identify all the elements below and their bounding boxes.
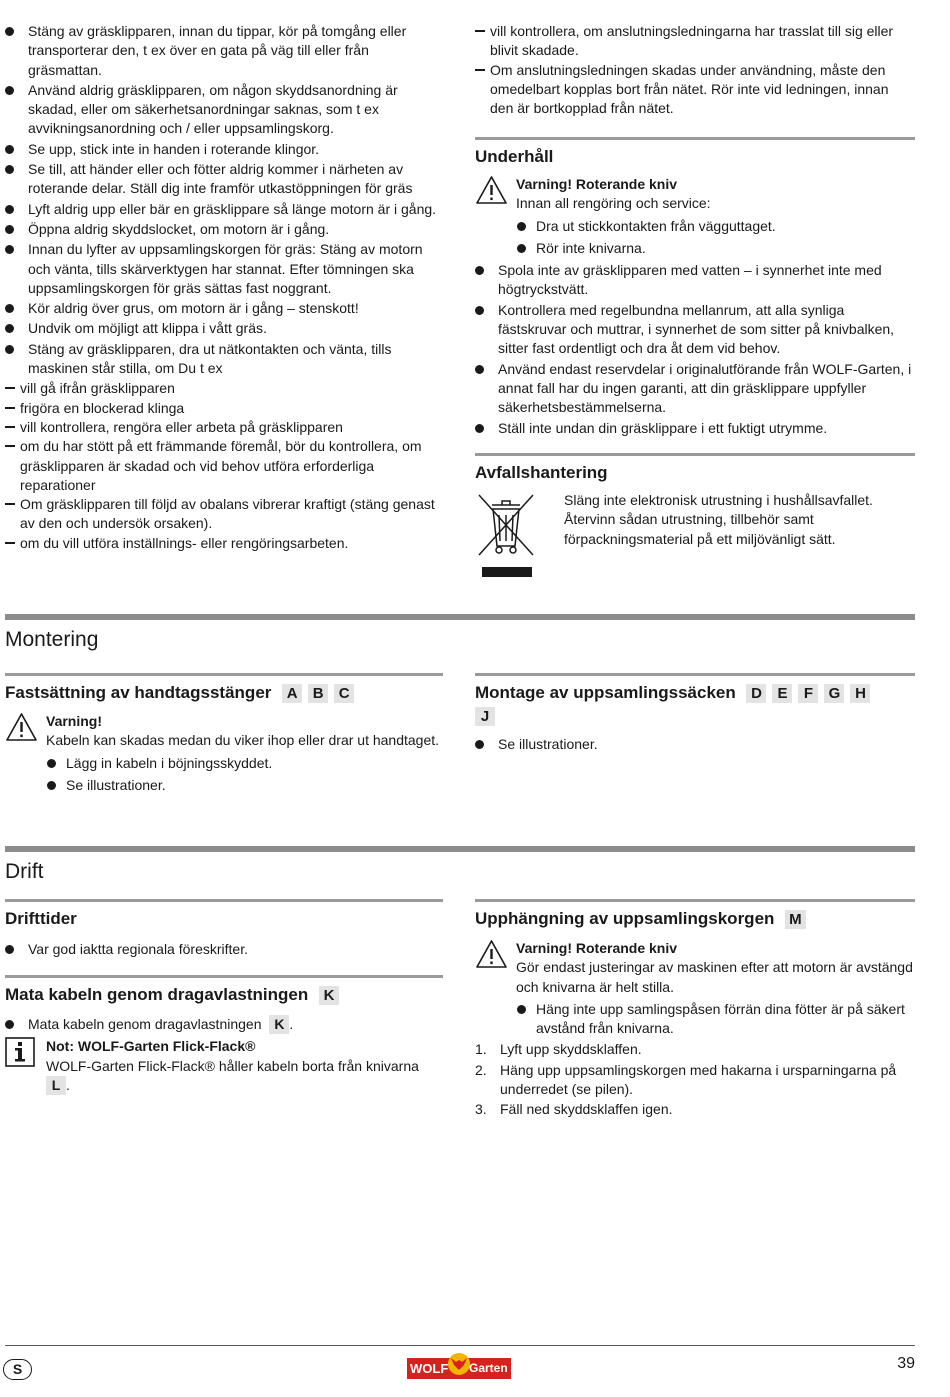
note-text-body: WOLF-Garten Flick-Flack® håller kabeln borta från knivarna — [46, 1057, 419, 1074]
list-item: Kontrollera med regelbundna mellanrum, att alla synliga fästskruvar och muttrar, i synnerhet de som sitter på knivbalken, sitter fast ordentligt och dra åt dem vid behov. — [475, 301, 915, 359]
warning-title: Varning! Roterande kniv — [516, 940, 678, 956]
avfall-heading: Avfallshantering — [475, 463, 608, 482]
warning-bullet: Häng inte upp samlingspåsen förrän dina fötter är på säkert avstånd från knivarna. — [516, 1000, 915, 1039]
list-item: Lyft aldrig upp eller bär en gräsklippare så länge motorn är i gång. — [5, 200, 443, 219]
note-title: Not: WOLF-Garten Flick-Flack® — [46, 1038, 256, 1055]
dash-item: vill kontrollera, om anslutningsledningarna har trasslat till sig eller blivit skadade. — [475, 22, 915, 61]
list-item: Se upp, stick inte in handen i roterande klingor. — [5, 140, 443, 159]
avfall-section — [475, 453, 915, 586]
warning-bullet: Dra ut stickkontakten från vägguttaget. — [516, 217, 915, 236]
list-item: Använd endast reservdelar i originalutförande från WOLF-Garten, i annat fall har du ingen garanti, att din gräsklippare uppfyller säkerhetsbestämmelserna. — [475, 360, 915, 418]
figure-tag-e: E — [772, 684, 792, 703]
montering-title: Montering — [5, 628, 99, 651]
dash-item: om du vill utföra inställnings- eller rengöringsarbeten. — [5, 534, 443, 553]
figure-tag-a: A — [282, 684, 302, 703]
underhall-heading: Underhåll — [475, 147, 554, 166]
list-item: Se illustrationer. — [475, 735, 915, 754]
kabel-heading — [5, 983, 443, 1007]
warning-text: Kabeln kan skadas medan du viker ihop eller drar ut handtaget. — [46, 732, 440, 749]
wolf-garten-logo — [407, 1352, 511, 1380]
dash-item: Om anslutningsledningen skadas under användning, måste den omedelbart kopplas bort från nätet. Rör inte vid ledningen, innan den är bortkopplad från nätet. — [475, 61, 915, 119]
list-item: Använd aldrig gräsklipparen, om någon skyddsanordning är skadad, eller om säkerhetsanordningar saknas, som t ex avvikningsanordning och / eller uppsamlingskorg. — [5, 81, 443, 139]
dash-item: Om gräsklipparen till följd av obalans vibrerar kraftigt (stäng genast av den och undersök orsaken). — [5, 495, 443, 534]
logo-text-right: Garten — [469, 1361, 508, 1375]
list-item: Mata kabeln genom dragavlastningen K . — [5, 1015, 443, 1034]
step-number: 2. — [475, 1061, 487, 1078]
figure-tag-b: B — [308, 684, 328, 703]
drifttider-heading: Drifttider — [5, 909, 77, 928]
list-item: Se till, att händer eller och fötter aldrig kommer i närheten av roterande delar. Ställ dig inte framför utkastöppningen för gräs — [5, 160, 443, 199]
dash-item: vill kontrollera, rengöra eller arbeta på gräsklipparen — [5, 418, 443, 437]
warning-text: Innan all rengöring och service: — [516, 195, 711, 212]
step-item — [475, 1100, 915, 1119]
section-rule — [5, 899, 443, 902]
note-text: WOLF-Garten Flick-Flack® håller kabeln borta från knivarna L . — [46, 1057, 419, 1093]
upphangning-section — [475, 899, 915, 1121]
handtag-heading — [5, 681, 443, 705]
list-item: Öppna aldrig skyddslocket, om motorn är i gång. — [5, 220, 443, 239]
footer-rule — [5, 1345, 915, 1346]
handtag-section — [5, 673, 443, 795]
warning-bullet: Se illustrationer. — [46, 776, 443, 795]
step-text: Häng upp uppsamlingskorgen med hakarna i ursparningarna på underredet (se pilen). — [500, 1061, 897, 1098]
section-rule — [475, 899, 915, 902]
drift-section — [5, 846, 915, 886]
safety-list-left — [5, 22, 443, 553]
figure-tag-d: D — [746, 684, 766, 703]
list-item: Var god iaktta regionala föreskrifter. — [5, 940, 443, 959]
sacken-section — [475, 673, 915, 755]
list-item: Ställ inte undan din gräsklippare i ett fuktigt utrymme. — [475, 419, 915, 438]
step-item — [475, 1061, 915, 1100]
language-badge: S — [3, 1359, 32, 1380]
drift-title: Drift — [5, 860, 44, 883]
warning-title: Varning! — [46, 713, 103, 729]
list-item: Spola inte av gräsklipparen med vatten – i synnerhet inte med högtryckstvätt. — [475, 261, 915, 300]
montering-section — [5, 614, 915, 654]
sacken-heading — [475, 681, 915, 727]
kabel-heading-text: Mata kabeln genom dragavlastningen — [5, 985, 309, 1004]
dash-item: vill gå ifrån gräsklipparen — [5, 379, 443, 398]
section-rule — [475, 137, 915, 140]
kabel-section — [5, 975, 443, 1095]
step-text: Fäll ned skyddsklaffen igen. — [500, 1101, 673, 1118]
avfall-text: Släng inte elektronisk utrustning i hushållsavfallet. Återvinn sådan utrustning, tillbehör samt förpackningsmaterial på ett miljövänligt sätt. — [564, 492, 873, 547]
upphangning-steps — [475, 1040, 915, 1119]
list-item: Kör aldrig över grus, om motorn är i gång – stenskott! — [5, 299, 443, 318]
step-item — [475, 1040, 915, 1059]
figure-tag-h: H — [850, 684, 870, 703]
warning-title: Varning! Roterande kniv — [516, 176, 678, 192]
warning-triangle-icon — [475, 939, 508, 974]
logo-text-left: WOLF — [410, 1361, 449, 1376]
figure-tag-j: J — [475, 707, 495, 726]
step-number: 3. — [475, 1101, 487, 1118]
handtag-heading-text: Fastsättning av handtagsstänger — [5, 683, 272, 702]
section-rule — [475, 453, 915, 456]
page-number: 39 — [897, 1355, 915, 1372]
sacken-heading-text: Montage av uppsamlingssäcken — [475, 683, 736, 702]
safety-list-right — [475, 22, 915, 118]
upphangning-heading-text: Upphängning av uppsamlingskorgen — [475, 909, 775, 928]
warning-triangle-icon — [5, 712, 38, 747]
figure-tag-c: C — [334, 684, 354, 703]
drifttider-section — [5, 899, 443, 960]
list-item: Stäng av gräsklipparen, dra ut nätkontakten och vänta, tills maskinen står stilla, om Du t ex — [5, 340, 443, 379]
figure-tag-m: M — [785, 910, 806, 929]
chapter-rule — [5, 846, 915, 852]
warning-text: Gör endast justeringar av maskinen efter att motorn är avstängd och knivarna är helt stilla. — [516, 959, 913, 995]
dash-item: frigöra en blockerad klinga — [5, 399, 443, 418]
warning-bullet: Lägg in kabeln i böjningsskyddet. — [46, 754, 443, 773]
kabel-bullet-text: Mata kabeln genom dragavlastningen — [28, 1016, 262, 1032]
list-item: Innan du lyfter av uppsamlingskorgen för gräs: Stäng av motorn och vänta, tills skärverktygen har stannat. Efter tömningen ska uppsamlingskorgen för gräs sättas fast noggrant. — [5, 240, 443, 298]
section-rule — [5, 673, 443, 676]
upphangning-warning — [475, 939, 915, 1038]
handtag-warning — [5, 712, 443, 795]
underhall-warning — [475, 175, 915, 258]
warning-triangle-icon — [475, 175, 508, 210]
step-text: Lyft upp skyddsklaffen. — [500, 1041, 642, 1058]
list-item: Undvik om möjligt att klippa i vått gräs. — [5, 319, 443, 338]
upphangning-heading — [475, 907, 915, 931]
info-icon — [5, 1037, 35, 1072]
underhall-bullets — [475, 261, 915, 438]
figure-tag-k-inline: K — [269, 1015, 289, 1034]
section-rule — [5, 975, 443, 978]
avfall-body — [475, 491, 915, 586]
figure-tag-f: F — [798, 684, 818, 703]
crossed-bin-icon — [475, 491, 537, 586]
figure-tag-l: L — [46, 1076, 66, 1095]
dash-item: om du har stött på ett främmande föremål, bör du kontrollera, om gräsklipparen är skadad och vid behov utföra erforderliga reparationer — [5, 437, 443, 495]
list-item: Stäng av gräsklipparen, innan du tippar, kör på tomgång eller transporterar den, t ex över en gata på väg till eller från gräsmattan. — [5, 22, 443, 80]
figure-tag-g: G — [824, 684, 844, 703]
warning-bullet: Rör inte knivarna. — [516, 239, 915, 258]
section-rule — [475, 673, 915, 676]
underhall-section — [475, 137, 915, 439]
chapter-rule — [5, 614, 915, 620]
step-number: 1. — [475, 1041, 487, 1058]
figure-tag-k: K — [319, 986, 339, 1005]
kabel-note — [5, 1037, 443, 1095]
